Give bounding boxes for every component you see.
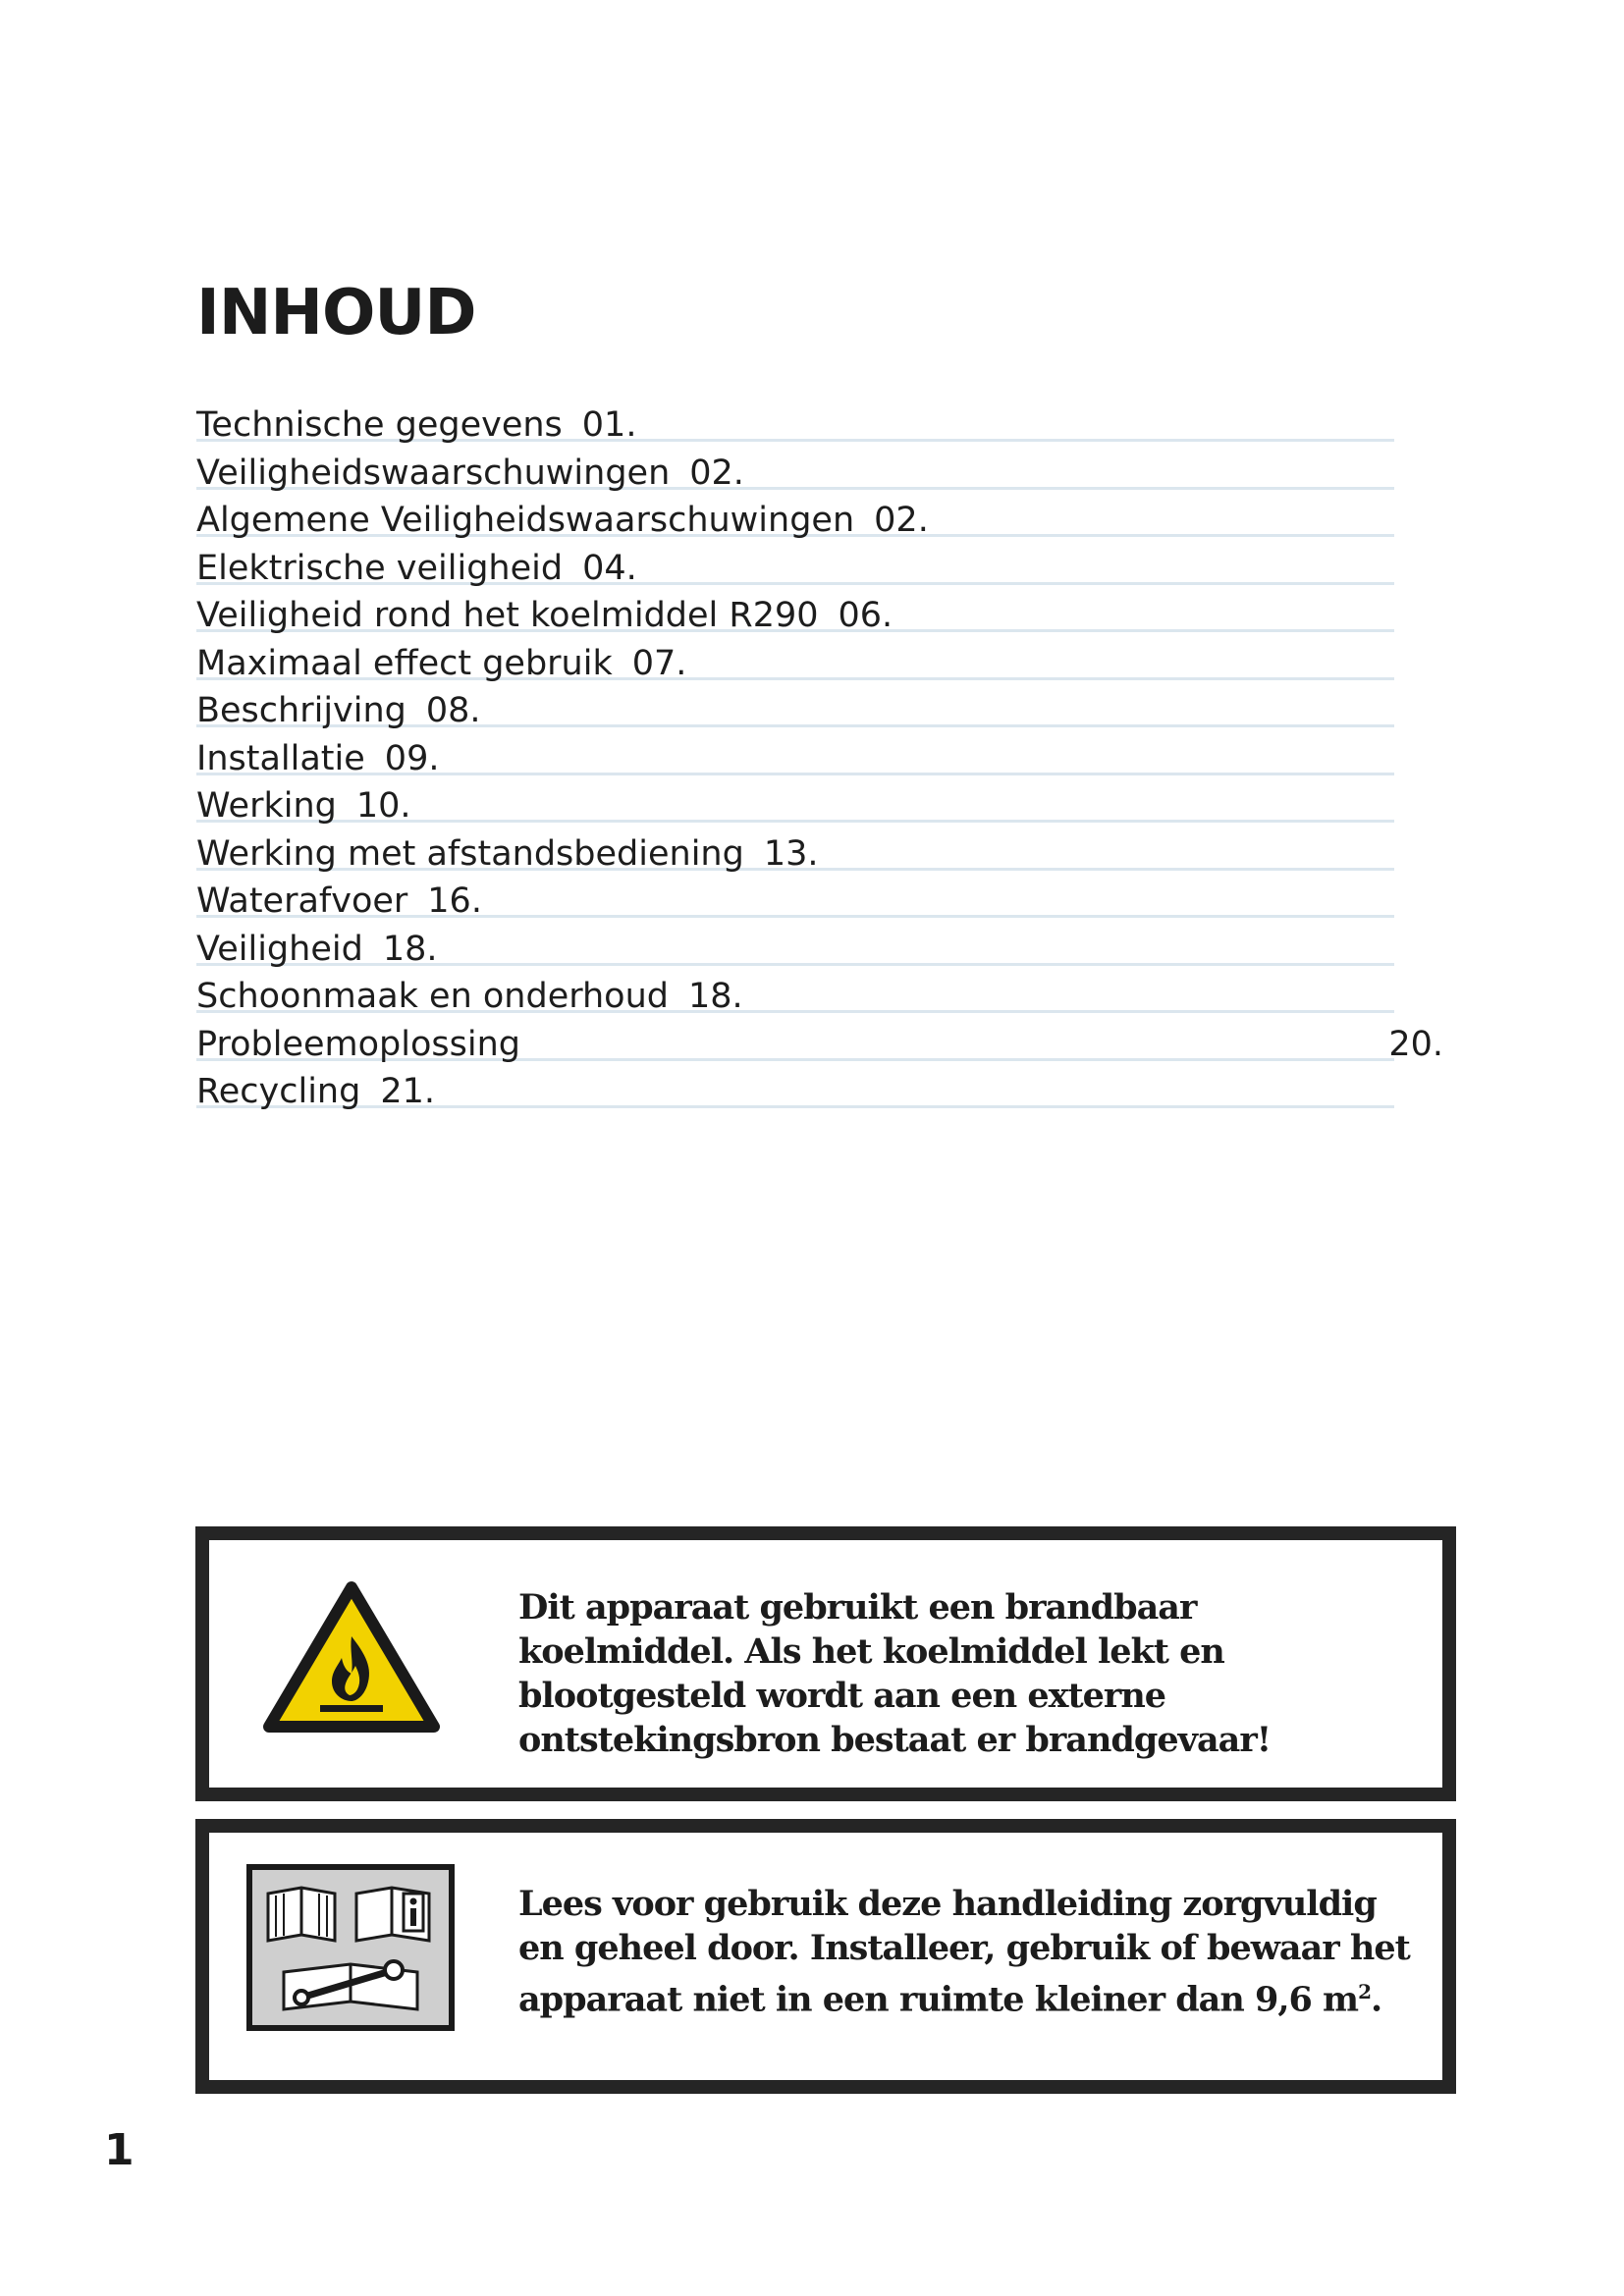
toc-row-installatie — [196, 736, 1443, 784]
manual-warning-main: Lees voor gebruik deze handleiding zorgvuldig en geheel door. Installeer, gebruik of bewaar het apparaat niet in een ruimte kleiner dan 9,6 m — [518, 1884, 1410, 2020]
toc-label: Veiligheid rond het koelmiddel R290 — [196, 596, 819, 635]
toc-row-technische-gegevens — [196, 402, 1443, 451]
manual-warning-end: . — [1371, 1979, 1382, 2020]
toc-label: Veiligheid — [196, 929, 363, 969]
toc-page: 13. — [763, 833, 819, 874]
toc-row-schoonmaak — [196, 974, 1443, 1022]
toc-page: 18. — [688, 977, 743, 1016]
toc-row-waterafvoer — [196, 879, 1443, 927]
toc-page: 16. — [427, 881, 482, 921]
toc-page: 10. — [355, 786, 411, 826]
toc-label: Elektrische veiligheid — [196, 548, 564, 588]
page-title: INHOUD — [196, 277, 476, 349]
toc-row-veiligheidswaarschuwingen — [196, 451, 1443, 499]
toc-label: Veiligheidswaarschuwingen — [196, 453, 671, 493]
toc-label: Installatie — [196, 738, 365, 778]
toc-row-veiligheid — [196, 927, 1443, 975]
toc-page: 07. — [631, 643, 687, 683]
toc-label: Recycling — [196, 1072, 361, 1111]
toc-row-werking-afstandsbediening — [196, 831, 1443, 880]
toc-label: Technische gegevens — [196, 405, 563, 445]
page-number: 1 — [104, 2125, 135, 2175]
toc-page: 20. — [1388, 1024, 1443, 1064]
superscript-two: 2 — [1358, 1980, 1372, 2003]
toc-page: 01. — [581, 405, 637, 445]
toc-row-elektrische-veiligheid — [196, 546, 1443, 594]
toc-page: 09. — [384, 738, 440, 778]
manual-warning-box — [195, 1819, 1456, 2094]
toc-row-probleemoplossing — [196, 1022, 1443, 1070]
toc-page: 18. — [382, 929, 438, 969]
toc-row-algemene-veiligheidswaarschuwingen — [196, 498, 1443, 546]
toc-label: Waterafvoer — [196, 881, 408, 921]
toc-page: 02. — [689, 453, 744, 493]
toc-row-maximaal-effect — [196, 641, 1443, 689]
flammable-warning-box — [195, 1526, 1456, 1801]
table-of-contents — [196, 402, 1443, 1117]
read-manual-icon — [246, 1864, 455, 2036]
manual-warning-text — [518, 1882, 1422, 2022]
toc-page: 21. — [380, 1072, 435, 1111]
flammable-warning-icon — [263, 1579, 440, 1741]
toc-label: Werking — [196, 786, 337, 826]
flammable-warning-text: Dit apparaat gebruikt een brandbaar koelmiddel. Als het koelmiddel lekt en blootgesteld wordt aan een externe ontstekingsbron bestaat er brandgevaar! — [518, 1587, 1272, 1760]
toc-label: Maximaal effect gebruik — [196, 643, 613, 683]
toc-row-veiligheid-koelmiddel — [196, 593, 1443, 641]
toc-page: 08. — [425, 691, 481, 730]
toc-label: Beschrijving — [196, 691, 406, 730]
toc-row-werking — [196, 783, 1443, 831]
toc-label: Schoonmaak en onderhoud — [196, 977, 669, 1016]
toc-label: Probleemoplossing — [196, 1024, 520, 1064]
toc-row-recycling — [196, 1069, 1443, 1117]
toc-label: Algemene Veiligheidswaarschuwingen — [196, 501, 855, 540]
toc-page: 06. — [838, 596, 893, 635]
toc-row-beschrijving — [196, 688, 1443, 736]
toc-page: 04. — [582, 548, 637, 588]
toc-page: 02. — [874, 501, 929, 540]
toc-label: Werking met afstandsbediening — [196, 833, 744, 874]
